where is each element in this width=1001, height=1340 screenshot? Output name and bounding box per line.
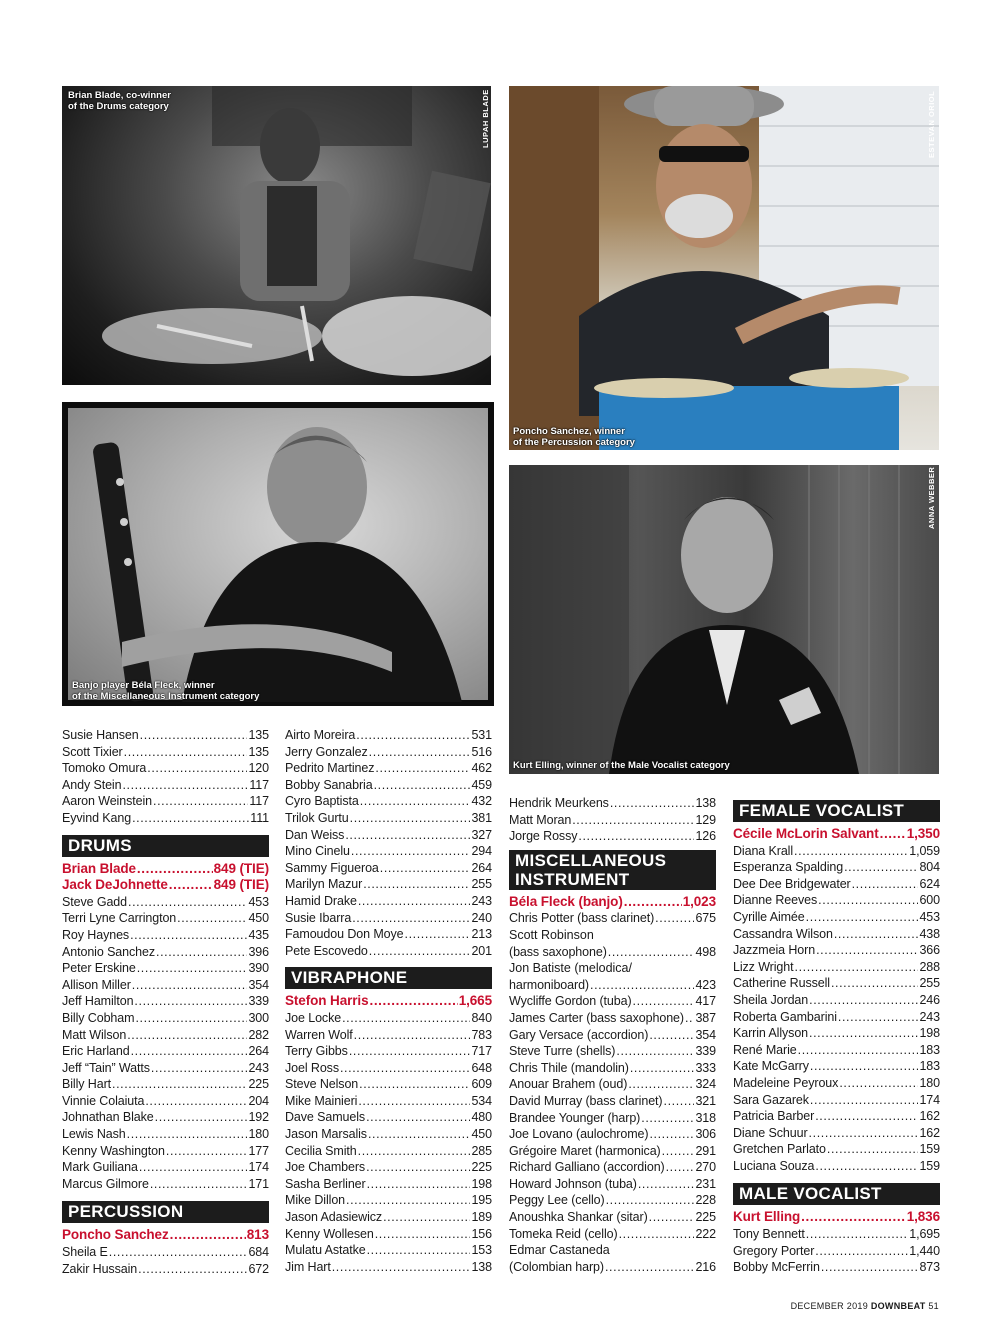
list-item: Susie Hansen ..... 135 bbox=[62, 727, 269, 744]
footer-page-number: 51 bbox=[928, 1301, 939, 1311]
percussionist-illustration bbox=[509, 86, 939, 450]
percussion-winner: Poncho Sanchez ..... 813 bbox=[62, 1227, 269, 1244]
list-item: Joe Chambers ..... 225 bbox=[285, 1159, 492, 1176]
drums-winner-2: Jack DeJohnette ..... 849 (TIE) bbox=[62, 877, 269, 894]
fleck-caption-line2: of the Miscellaneous Instrument category bbox=[72, 691, 260, 702]
list-item: Trilok Gurtu ..... 381 bbox=[285, 810, 492, 827]
list-item: Kenny Wollesen ..... 156 bbox=[285, 1226, 492, 1243]
list-item: Luciana Souza ..... 159 bbox=[733, 1158, 940, 1175]
list-item: Steve Turre (shells) ..... 339 bbox=[509, 1043, 716, 1060]
list-item: Eyvind Kang ..... 111 bbox=[62, 810, 269, 827]
list-item: Warren Wolf ..... 783 bbox=[285, 1027, 492, 1044]
list-item: Sara Gazarek ..... 174 bbox=[733, 1092, 940, 1109]
vocalist-illustration bbox=[509, 465, 939, 774]
male-winner: Kurt Elling ..... 1,836 bbox=[733, 1209, 940, 1226]
banjo-player-illustration bbox=[62, 402, 494, 706]
list-item: Marilyn Mazur ..... 255 bbox=[285, 876, 492, 893]
list-item: Howard Johnson (tuba) ..... 231 bbox=[509, 1176, 716, 1193]
list-item: Allison Miller ..... 354 bbox=[62, 977, 269, 994]
column-1 bbox=[62, 727, 269, 1277]
list-item: Catherine Russell ..... 255 bbox=[733, 975, 940, 992]
list-item: Wycliffe Gordon (tuba) ..... 417 bbox=[509, 993, 716, 1010]
list-item: Jeff “Tain” Watts ..... 243 bbox=[62, 1060, 269, 1077]
column-4 bbox=[733, 795, 940, 1276]
list-item: Bobby Sanabria ..... 459 bbox=[285, 777, 492, 794]
percussion-heading: PERCUSSION bbox=[62, 1201, 269, 1223]
column-2 bbox=[285, 727, 492, 1275]
list-item: Antonio Sanchez ..... 396 bbox=[62, 944, 269, 961]
footer-magazine: DOWNBEAT bbox=[870, 1301, 926, 1311]
list-item: Joel Ross ..... 648 bbox=[285, 1060, 492, 1077]
list-item: Joe Lovano (aulochrome) ..... 306 bbox=[509, 1126, 716, 1143]
list-item: Peggy Lee (cello) ..... 228 bbox=[509, 1192, 716, 1209]
list-item: Patricia Barber ..... 162 bbox=[733, 1108, 940, 1125]
list-item: Esperanza Spalding ..... 804 bbox=[733, 859, 940, 876]
list-item: Steve Nelson ..... 609 bbox=[285, 1076, 492, 1093]
female-winner: Cécile McLorin Salvant ..... 1,350 bbox=[733, 826, 940, 843]
list-item: Dianne Reeves ..... 600 bbox=[733, 892, 940, 909]
list-item: Gretchen Parlato ..... 159 bbox=[733, 1141, 940, 1158]
list-item: Steve Gadd ..... 453 bbox=[62, 894, 269, 911]
list-item: Gary Versace (accordion) ..... 354 bbox=[509, 1027, 716, 1044]
list-item: Scott Robinson bbox=[509, 927, 594, 942]
list-item: Susie Ibarra ..... 240 bbox=[285, 910, 492, 927]
list-item: Hamid Drake ..... 243 bbox=[285, 893, 492, 910]
sanchez-caption-line2: of the Percussion category bbox=[513, 437, 635, 448]
list-item: Dee Dee Bridgewater ..... 624 bbox=[733, 876, 940, 893]
list-item: Karrin Allyson ..... 198 bbox=[733, 1025, 940, 1042]
list-item: Jazzmeia Horn ..... 366 bbox=[733, 942, 940, 959]
list-item: Diane Schuur ..... 162 bbox=[733, 1125, 940, 1142]
male-vocalist-heading: MALE VOCALIST bbox=[733, 1183, 940, 1205]
photo-bela-fleck bbox=[62, 402, 494, 706]
list-item: Joe Locke ..... 840 bbox=[285, 1010, 492, 1027]
list-item: James Carter (bass saxophone) ..... 387 bbox=[509, 1010, 716, 1027]
list-item: Roy Haynes ..... 435 bbox=[62, 927, 269, 944]
percussion-list-col2 bbox=[285, 727, 492, 959]
list-item: Anouar Brahem (oud) ..... 324 bbox=[509, 1076, 716, 1093]
photo-brian-blade bbox=[62, 86, 491, 385]
list-item: Terry Gibbs ..... 717 bbox=[285, 1043, 492, 1060]
list-item: Lewis Nash ..... 180 bbox=[62, 1126, 269, 1143]
percussion-list-col1 bbox=[62, 1244, 269, 1277]
vibraphone-list bbox=[285, 1010, 492, 1276]
list-item: Chris Thile (mandolin) ..... 333 bbox=[509, 1060, 716, 1077]
misc-heading bbox=[509, 850, 716, 890]
vibraphone-heading: VIBRAPHONE bbox=[285, 967, 492, 989]
list-item: (Colombian harp) ..... 216 bbox=[509, 1259, 716, 1276]
elling-caption-line1: Kurt Elling, winner of the Male Vocalist category bbox=[513, 760, 730, 771]
list-item: Billy Cobham ..... 300 bbox=[62, 1010, 269, 1027]
list-item: Zakir Hussain ..... 672 bbox=[62, 1261, 269, 1278]
fleck-caption-line1: Banjo player Béla Fleck, winner bbox=[72, 680, 215, 691]
drums-heading: DRUMS bbox=[62, 835, 269, 857]
list-item: Anoushka Shankar (sitar) ..... 225 bbox=[509, 1209, 716, 1226]
list-item: Jason Marsalis ..... 450 bbox=[285, 1126, 492, 1143]
list-item: Cyrille Aimée ..... 453 bbox=[733, 909, 940, 926]
list-item: Jason Adasiewicz ..... 189 bbox=[285, 1209, 492, 1226]
list-item: Cassandra Wilson ..... 438 bbox=[733, 926, 940, 943]
list-item: Hendrik Meurkens ..... 138 bbox=[509, 795, 716, 812]
list-item: Jorge Rossy ..... 126 bbox=[509, 828, 716, 845]
list-item: Roberta Gambarini ..... 243 bbox=[733, 1009, 940, 1026]
list-item: Mike Dillon ..... 195 bbox=[285, 1192, 492, 1209]
list-item: Andy Stein ..... 117 bbox=[62, 777, 269, 794]
list-item: Vinnie Colaiuta ..... 204 bbox=[62, 1093, 269, 1110]
footer-date: DECEMBER 2019 bbox=[790, 1301, 869, 1311]
misc-heading-line2: INSTRUMENT bbox=[515, 869, 630, 889]
list-item: Billy Hart ..... 225 bbox=[62, 1076, 269, 1093]
list-item: Marcus Gilmore ..... 171 bbox=[62, 1176, 269, 1193]
list-item: harmoniboard) ..... 423 bbox=[509, 977, 716, 994]
blade-caption-line2: of the Drums category bbox=[68, 101, 169, 112]
list-item: Jeff Hamilton ..... 339 bbox=[62, 993, 269, 1010]
list-item: Sheila Jordan ..... 246 bbox=[733, 992, 940, 1009]
list-item: Tomoko Omura ..... 120 bbox=[62, 760, 269, 777]
list-item: Cyro Baptista ..... 432 bbox=[285, 793, 492, 810]
list-item: Jon Batiste (melodica/ bbox=[509, 961, 632, 976]
vibraphone-winner: Stefon Harris ..... 1,665 bbox=[285, 993, 492, 1010]
list-item: René Marie ..... 183 bbox=[733, 1042, 940, 1059]
blade-caption-line1: Brian Blade, co-winner bbox=[68, 90, 171, 101]
list-item: Brandee Younger (harp) ..... 318 bbox=[509, 1110, 716, 1127]
photo-kurt-elling bbox=[509, 465, 939, 774]
drums-winner-1: Brian Blade ..... 849 (TIE) bbox=[62, 861, 269, 878]
list-item: Kate McGarry ..... 183 bbox=[733, 1058, 940, 1075]
list-item: Jim Hart ..... 138 bbox=[285, 1259, 492, 1276]
list-item: Pedrito Martinez ..... 462 bbox=[285, 760, 492, 777]
list-item: Lizz Wright ..... 288 bbox=[733, 959, 940, 976]
list-item: Pete Escovedo ..... 201 bbox=[285, 943, 492, 960]
list-item: Gregory Porter ..... 1,440 bbox=[733, 1243, 940, 1260]
misc-winner: Béla Fleck (banjo) ..... 1,023 bbox=[509, 894, 716, 911]
list-item: Mulatu Astatke ..... 153 bbox=[285, 1242, 492, 1259]
list-item: Edmar Castaneda bbox=[509, 1243, 610, 1258]
col1-top-list bbox=[62, 727, 269, 827]
list-item: Airto Moreira ..... 531 bbox=[285, 727, 492, 744]
list-item: Tony Bennett ..... 1,695 bbox=[733, 1226, 940, 1243]
list-item: Peter Erskine ..... 390 bbox=[62, 960, 269, 977]
list-item: Kenny Washington ..... 177 bbox=[62, 1143, 269, 1160]
col3-top-list bbox=[509, 795, 716, 845]
list-item: Sheila E ..... 684 bbox=[62, 1244, 269, 1261]
list-item: David Murray (bass clarinet) ..... 321 bbox=[509, 1093, 716, 1110]
list-item: Bobby McFerrin ..... 873 bbox=[733, 1259, 940, 1276]
list-item: Famoudou Don Moye ..... 213 bbox=[285, 926, 492, 943]
list-item: Terri Lyne Carrington ..... 450 bbox=[62, 910, 269, 927]
drummer-illustration bbox=[62, 86, 491, 385]
list-item: Grégoire Maret (harmonica) ..... 291 bbox=[509, 1143, 716, 1160]
list-item: Madeleine Peyroux ..... 180 bbox=[733, 1075, 940, 1092]
list-item: Chris Potter (bass clarinet) ..... 675 bbox=[509, 910, 716, 927]
column-3 bbox=[509, 795, 716, 1275]
list-item: Mike Mainieri ..... 534 bbox=[285, 1093, 492, 1110]
list-item: Tomeka Reid (cello) ..... 222 bbox=[509, 1226, 716, 1243]
misc-list bbox=[509, 993, 716, 1242]
drums-list bbox=[62, 894, 269, 1193]
list-item: Matt Wilson ..... 282 bbox=[62, 1027, 269, 1044]
list-item: Eric Harland ..... 264 bbox=[62, 1043, 269, 1060]
list-item: Jerry Gonzalez ..... 516 bbox=[285, 744, 492, 761]
list-item: Dave Samuels ..... 480 bbox=[285, 1109, 492, 1126]
list-item: Sasha Berliner ..... 198 bbox=[285, 1176, 492, 1193]
list-item: Scott Tixier ..... 135 bbox=[62, 744, 269, 761]
sanchez-photo-credit: ESTEVAN ORIOL bbox=[927, 90, 936, 158]
list-item: Johnathan Blake ..... 192 bbox=[62, 1109, 269, 1126]
blade-photo-credit: LUPAH BLADE bbox=[481, 89, 490, 148]
list-item: Diana Krall ..... 1,059 bbox=[733, 843, 940, 860]
list-item: Aaron Weinstein ..... 117 bbox=[62, 793, 269, 810]
elling-photo-credit: ANNA WEBBER bbox=[927, 466, 936, 529]
misc-heading-line1: MISCELLANEOUS bbox=[515, 850, 667, 870]
list-item: Richard Galliano (accordion) ..... 270 bbox=[509, 1159, 716, 1176]
sanchez-caption-line1: Poncho Sanchez, winner bbox=[513, 426, 625, 437]
list-item: Mino Cinelu ..... 294 bbox=[285, 843, 492, 860]
page-footer bbox=[791, 1301, 939, 1311]
list-item: Dan Weiss ..... 327 bbox=[285, 827, 492, 844]
male-vocalist-list bbox=[733, 1226, 940, 1276]
list-item: Cecilia Smith ..... 285 bbox=[285, 1143, 492, 1160]
list-item: Matt Moran ..... 129 bbox=[509, 812, 716, 829]
list-item: Mark Guiliana ..... 174 bbox=[62, 1159, 269, 1176]
list-item: (bass saxophone) ..... 498 bbox=[509, 944, 716, 961]
list-item: Sammy Figueroa ..... 264 bbox=[285, 860, 492, 877]
female-vocalist-heading: FEMALE VOCALIST bbox=[733, 800, 940, 822]
photo-poncho-sanchez bbox=[509, 86, 939, 450]
female-vocalist-list bbox=[733, 843, 940, 1175]
